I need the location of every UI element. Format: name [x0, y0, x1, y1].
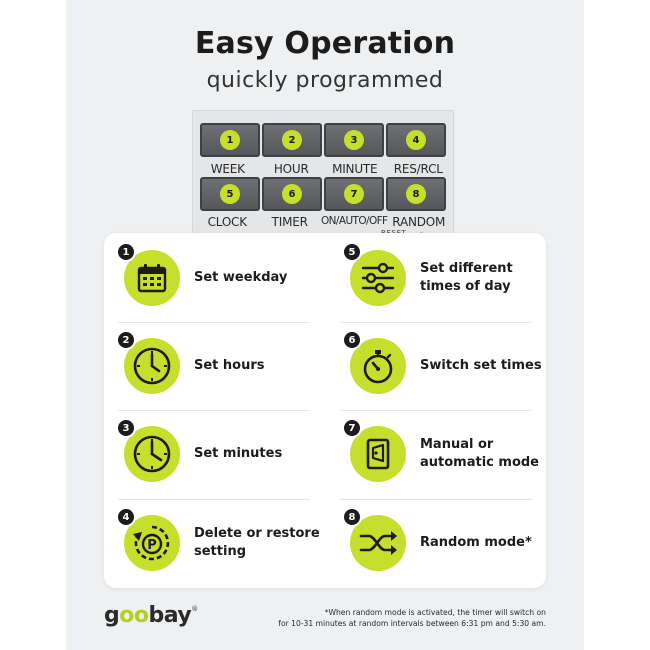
device-key-minute[interactable] [324, 123, 384, 157]
key-label: ON/AUTO/OFF [321, 215, 388, 227]
feature-number-badge: 6 [342, 330, 362, 350]
feature-label: Set weekday [194, 270, 288, 285]
device-key-hour[interactable] [262, 123, 322, 157]
shuffle-icon [348, 511, 406, 571]
feature-number-badge: 8 [342, 507, 362, 527]
divider [118, 499, 310, 500]
features-card [104, 233, 546, 588]
button-labels-top [196, 162, 450, 176]
logo-text: g [104, 603, 120, 628]
feature-number-badge: 7 [342, 418, 362, 438]
feature-set-minutes [124, 414, 282, 494]
timer-device [192, 110, 454, 250]
goobay-logo [104, 603, 198, 628]
device-key-week[interactable] [200, 123, 260, 157]
key-number: 1 [220, 130, 240, 150]
key-label: HOUR [273, 162, 309, 176]
key-label: WEEK [210, 162, 245, 176]
key-number: 8 [406, 184, 426, 204]
stopwatch-icon [348, 334, 406, 394]
svg-text:P: P [147, 538, 157, 553]
sliders-icon [348, 246, 406, 306]
divider [118, 322, 310, 323]
footnote-line: for 10-31 minutes at random intervals between 6:31 pm and 5:30 am. [278, 619, 546, 628]
key-number: 3 [344, 130, 364, 150]
clock-minutes-icon [122, 422, 180, 482]
feature-label: Set hours [194, 358, 265, 373]
button-row-top [200, 123, 446, 157]
logo-text: bay [148, 603, 192, 628]
device-key-clock[interactable] [200, 177, 260, 211]
button-row-bottom [200, 177, 446, 211]
feature-number-badge: 1 [116, 242, 136, 262]
registered-mark: ® [191, 605, 198, 613]
switch-icon [348, 422, 406, 482]
feature-delete-restore [124, 503, 320, 583]
key-label: TIMER [271, 215, 308, 229]
clock-hours-icon [122, 334, 180, 394]
device-key-on-auto-off[interactable] [324, 177, 384, 211]
feature-label: Set different times of day [420, 261, 513, 294]
page-subtitle: quickly programmed [206, 68, 444, 93]
feature-set-hours [124, 326, 265, 406]
feature-number-badge: 3 [116, 418, 136, 438]
divider [118, 410, 310, 411]
page-title: Easy Operation [194, 26, 456, 61]
feature-switch-set-times [350, 326, 542, 406]
feature-label: Delete or restore setting [194, 526, 320, 559]
feature-number-badge: 4 [116, 507, 136, 527]
device-key-timer[interactable] [262, 177, 322, 211]
key-number: 4 [406, 130, 426, 150]
key-label: RANDOM [392, 215, 446, 229]
feature-label: Switch set times [420, 358, 542, 373]
feature-manual-automatic [350, 414, 539, 494]
key-number: 7 [344, 184, 364, 204]
feature-label: Random mode* [420, 535, 532, 550]
feature-number-badge: 5 [342, 242, 362, 262]
key-number: 6 [282, 184, 302, 204]
footnote-line: *When random mode is activated, the timer will switch on [324, 608, 546, 617]
feature-label: Set minutes [194, 446, 283, 461]
key-label: RES/RCL [393, 162, 443, 176]
random-mode-footnote [266, 607, 546, 629]
device-key-res-rcl[interactable] [386, 123, 446, 157]
key-number: 2 [282, 130, 302, 150]
key-label: CLOCK [207, 215, 247, 229]
feature-random-mode [350, 503, 532, 583]
calendar-icon [122, 246, 180, 306]
feature-label: Manual or automatic mode [420, 437, 539, 470]
divider [340, 322, 532, 323]
feature-number-badge: 2 [116, 330, 136, 350]
restore-icon [122, 511, 180, 571]
divider [340, 499, 532, 500]
key-number: 5 [220, 184, 240, 204]
button-labels-bottom [196, 215, 450, 229]
divider [340, 410, 532, 411]
device-key-random[interactable] [386, 177, 446, 211]
feature-set-times-of-day [350, 238, 513, 318]
feature-set-weekday [124, 238, 287, 318]
logo-text-accent: oo [119, 603, 149, 628]
key-label: MINUTE [332, 162, 378, 176]
